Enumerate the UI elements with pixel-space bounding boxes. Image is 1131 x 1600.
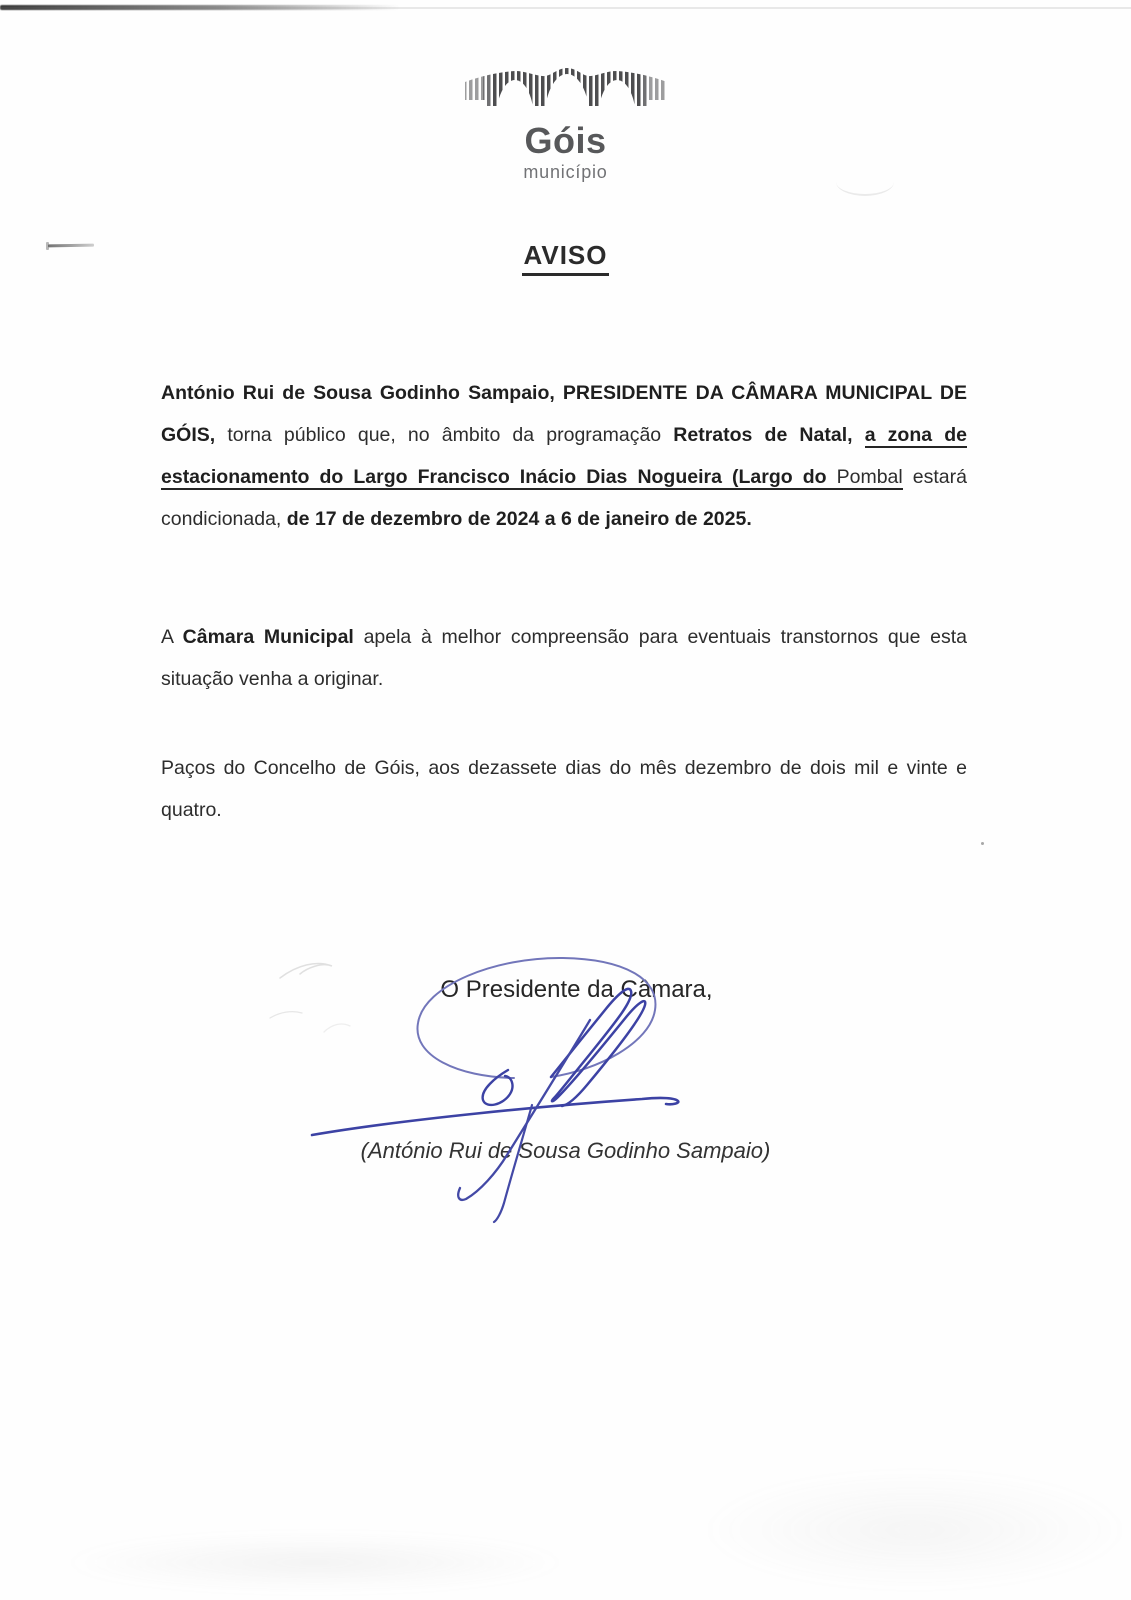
paragraph-3-line-1 [161, 747, 967, 789]
p1-l2-bold-underline: a zona de [864, 424, 967, 446]
paragraph-1-line-1 [161, 372, 967, 414]
bridge-arches-logo-icon [463, 62, 669, 109]
handwritten-signature-ink [300, 925, 710, 1225]
p1-l2-bold-gois: GÓIS, [161, 424, 216, 446]
paragraph-2-line-1 [161, 616, 967, 658]
paragraph-1 [161, 372, 967, 540]
paragraph-1-line-3 [161, 456, 967, 498]
p1-l2-regular: torna público que, no âmbito da programação [227, 424, 662, 446]
p1-l3-bold-underline: estacionamento do Largo Francisco Inácio Dias Nogueira (Largo do [161, 466, 827, 488]
p1-l4-bold-dates: de 17 de dezembro de 2024 a 6 de janeiro de 2025. [286, 508, 752, 530]
scan-artifact-bottom-noise-right [700, 1470, 1130, 1590]
municipality-subtitle: município [523, 162, 608, 182]
notice-title: AVISO [522, 240, 610, 276]
paragraph-3-line-2 [161, 789, 967, 831]
p1-l3-regular: estará [912, 466, 967, 488]
scan-artifact-top-faint-line [0, 7, 1131, 9]
paragraph-2-line-2 [161, 658, 967, 700]
gois-municipality-logo [0, 62, 1131, 181]
signer-name: (António Rui de Sousa Godinho Sampaio) [360, 1138, 771, 1163]
p1-l2-bold-retratos: Retratos de Natal, [673, 424, 853, 446]
p1-l4-regular: condicionada, [161, 508, 282, 530]
p3-l2-regular: quatro. [161, 799, 222, 821]
p2-l1-regular-a: A [161, 626, 173, 648]
municipality-name: Góis [524, 120, 607, 161]
paragraph-2 [161, 616, 967, 700]
p1-l1-bold: António Rui de Sousa Godinho Sampaio, PRESIDENTE DA CÂMARA MUNICIPAL DE [161, 382, 967, 404]
paragraph-3 [161, 747, 967, 831]
p1-l3-underline-regular: Pombal [836, 466, 903, 488]
scan-artifact-dot [981, 842, 984, 845]
scan-artifact-bottom-noise-left [60, 1535, 570, 1590]
paragraph-1-line-2 [161, 414, 967, 456]
signature-role-line: O Presidente da Câmara, [440, 976, 713, 1003]
p2-l2-regular: situação venha a originar. [161, 668, 384, 690]
p2-l1-regular: apela à melhor compreensão para eventuais transtornos que esta [363, 626, 968, 648]
p2-l1-bold-camara: Câmara Municipal [182, 626, 354, 648]
notice-title-wrap [0, 240, 1131, 276]
notice-body [161, 372, 967, 831]
paragraph-1-line-4 [161, 498, 967, 540]
p3-l1-regular: Paços do Concelho de Góis, aos dezassete dias do mês dezembro de dois mil e vinte e [161, 757, 967, 779]
